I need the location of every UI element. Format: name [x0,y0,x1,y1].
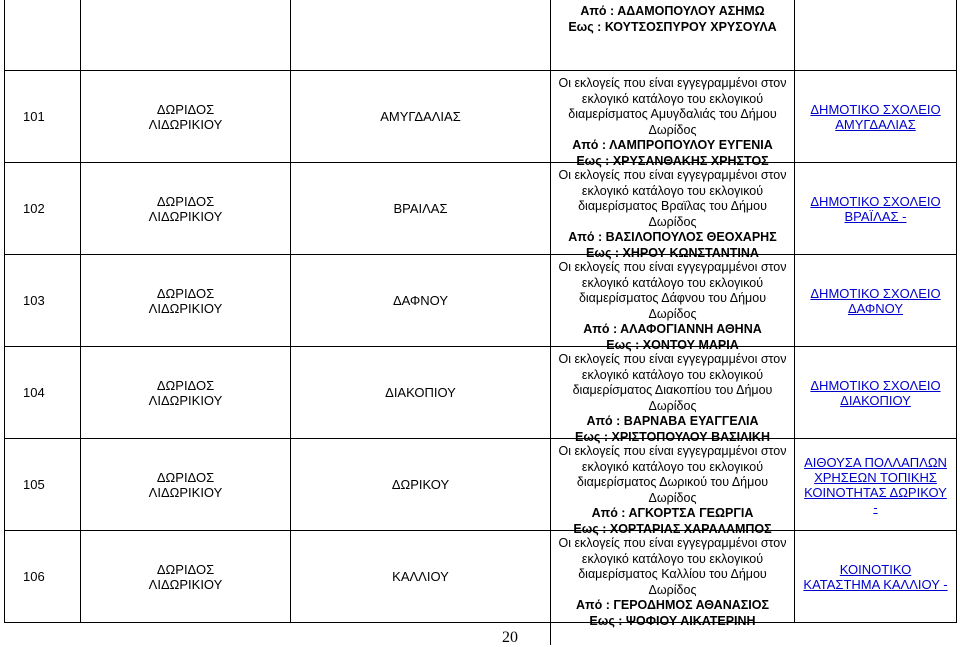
voters-range-to: Εως : ΧΟΡΤΑΡΙΑΣ ΧΑΡΑΛΑΜΠΟΣ [573,521,772,536]
district-cell [291,439,550,530]
district-cell [291,255,550,346]
polling-place-cell [795,163,956,254]
municipality-cell [81,531,290,622]
district-text: ΔΩΡΙΚΟΥ [391,477,450,492]
station-number [5,255,80,346]
polling-place-link[interactable]: ΑΙΘΟΥΣΑ ΠΟΛΛΑΠΛΩΝ ΧΡΗΣΕΩΝ ΤΟΠΙΚΗΣ ΚΟΙΝΟΤΗΤΑΣ ΔΩΡΙΚΟΥ - [804,454,947,515]
voters-range-to: Εως : ΧΡΥΣΑΝΘΑΚΗΣ ΧΡΗΣΤΟΣ [576,153,769,168]
table-border-right [956,0,957,622]
voters-description-cell [551,439,794,536]
polling-place-cell [795,71,956,162]
polling-place-cell [795,347,956,438]
district-text: ΒΡΑΙΛΑΣ [393,201,448,216]
voters-description-text: Οι εκλογείς που είναι εγγεγραμμένοι στον εκλογικό κατάλογο του εκλογικού διαμερίσματος Αμυγδαλιάς του Δήμου Δωρίδος [558,76,787,137]
district-text: ΔΙΑΚΟΠΙΟΥ [385,385,456,400]
municipality-text: ΔΩΡΙΔΟΣ ΛΙΔΩΡΙΚΙΟΥ [148,469,223,500]
voters-range-to: Εως : ΧΡΙΣΤΟΠΟΥΛΟΥ ΒΑΣΙΛΙΚΗ [575,429,770,444]
polling-place-link[interactable]: ΔΗΜΟΤΙΚΟ ΣΧΟΛΕΙΟ ΔΙΑΚΟΠΙΟΥ [810,377,941,408]
voters-description-text: Οι εκλογείς που είναι εγγεγραμμένοι στον εκλογικό κατάλογο του εκλογικού διαμερίσματος Δάφνου του Δήμου Δωρίδος [558,260,787,321]
municipality-text: ΔΩΡΙΔΟΣ ΛΙΔΩΡΙΚΙΟΥ [148,101,223,132]
station-number-text: 106 [23,569,45,584]
voters-range-from: Από : ΓΕΡΟΔΗΜΟΣ ΑΘΑΝΑΣΙΟΣ [576,598,769,613]
district-cell [291,347,550,438]
polling-place-cell [795,439,956,530]
district-cell [291,71,550,162]
district-text: ΚΑΛΛΙΟΥ [392,569,449,584]
polling-place-cell [795,531,956,622]
station-number [5,71,80,162]
polling-place-link[interactable]: ΚΟΙΝΟΤΙΚΟ ΚΑΤΑΣΤΗΜΑ ΚΑΛΛΙΟΥ - [803,561,948,592]
voters-range-to: Εως : ΧΟΝΤΟΥ ΜΑΡΙΑ [606,337,739,352]
voters-description-text: Οι εκλογείς που είναι εγγεγραμμένοι στον εκλογικό κατάλογο του εκλογικού διαμερίσματος Καλλίου του Δήμου Δωρίδος [558,536,787,597]
station-number-text: 102 [23,201,45,216]
voters-range-to: Εως : ΨΟΦΙΟΥ ΑΙΚΑΤΕΡΙΝΗ [589,613,756,628]
municipality-cell [81,255,290,346]
station-number-text: 105 [23,477,45,492]
municipality-cell [81,439,290,530]
page-number: 20 [502,629,518,646]
municipality-cell [81,347,290,438]
voters-description-cell [551,255,794,352]
station-number-text: 104 [23,385,45,400]
continuation-cell [551,0,794,70]
voters-range-from: Από : ΑΛΑΦΟΓΙΑΝΝΗ ΑΘΗΝΑ [583,322,762,337]
district-cell [291,163,550,254]
voters-description-text: Οι εκλογείς που είναι εγγεγραμμένοι στον εκλογικό κατάλογο του εκλογικού διαμερίσματος Βραϊλας του Δήμου Δωρίδος [558,168,787,229]
continuation-from: Από : ΑΔΑΜΟΠΟΥΛΟΥ ΑΣΗΜΩ [580,4,765,18]
voters-description-text: Οι εκλογείς που είναι εγγεγραμμένοι στον εκλογικό κατάλογο του εκλογικού διαμερίσματος Διακοπίου του Δήμου Δωρίδος [558,352,787,413]
voters-range-from: Από : ΑΓΚΟΡΤΣΑ ΓΕΩΡΓΙΑ [591,506,754,521]
voters-description-cell [551,347,794,444]
station-number [5,163,80,254]
voters-range-from: Από : ΒΑΡΝΑΒΑ ΕΥΑΓΓΕΛΙΑ [586,414,759,429]
station-number-text: 101 [23,109,45,124]
municipality-cell [81,163,290,254]
station-number [5,439,80,530]
district-text: ΔΑΦΝΟΥ [392,293,449,308]
station-number [5,531,80,622]
voters-description-cell [551,531,794,628]
station-number [5,347,80,438]
voters-description-cell [551,71,794,168]
voters-range-from: Από : ΒΑΣΙΛΟΠΟΥΛΟΣ ΘΕΟΧΑΡΗΣ [568,230,777,245]
voters-range-to: Εως : ΧΗΡΟΥ ΚΩΝΣΤΑΝΤΙΝΑ [586,245,759,260]
polling-place-link[interactable]: ΔΗΜΟΤΙΚΟ ΣΧΟΛΕΙΟ ΑΜΥΓΔΑΛΙΑΣ [810,101,941,132]
municipality-text: ΔΩΡΙΔΟΣ ΛΙΔΩΡΙΚΙΟΥ [148,561,223,592]
voters-description-cell [551,163,794,260]
continuation-to: Εως : ΚΟΥΤΣΟΣΠΥΡΟΥ ΧΡΥΣΟΥΛΑ [568,20,777,34]
polling-place-link[interactable]: ΔΗΜΟΤΙΚΟ ΣΧΟΛΕΙΟ ΔΑΦΝΟΥ [810,285,941,316]
voters-range-from: Από : ΛΑΜΠΡΟΠΟΥΛΟΥ ΕΥΓΕΝΙΑ [572,138,773,153]
station-number-text: 103 [23,293,45,308]
table-border-bottom [4,622,957,623]
municipality-text: ΔΩΡΙΔΟΣ ΛΙΔΩΡΙΚΙΟΥ [148,193,223,224]
district-cell [291,531,550,622]
voters-description-text: Οι εκλογείς που είναι εγγεγραμμένοι στον εκλογικό κατάλογο του εκλογικού διαμερίσματος Δωρικού του Δήμου Δωρίδος [558,444,787,505]
municipality-cell [81,71,290,162]
district-text: ΑΜΥΓΔΑΛΙΑΣ [380,109,461,124]
polling-place-cell [795,255,956,346]
municipality-text: ΔΩΡΙΔΟΣ ΛΙΔΩΡΙΚΙΟΥ [148,285,223,316]
polling-place-link[interactable]: ΔΗΜΟΤΙΚΟ ΣΧΟΛΕΙΟ ΒΡΑΪΛΑΣ - [810,193,941,224]
municipality-text: ΔΩΡΙΔΟΣ ΛΙΔΩΡΙΚΙΟΥ [148,377,223,408]
